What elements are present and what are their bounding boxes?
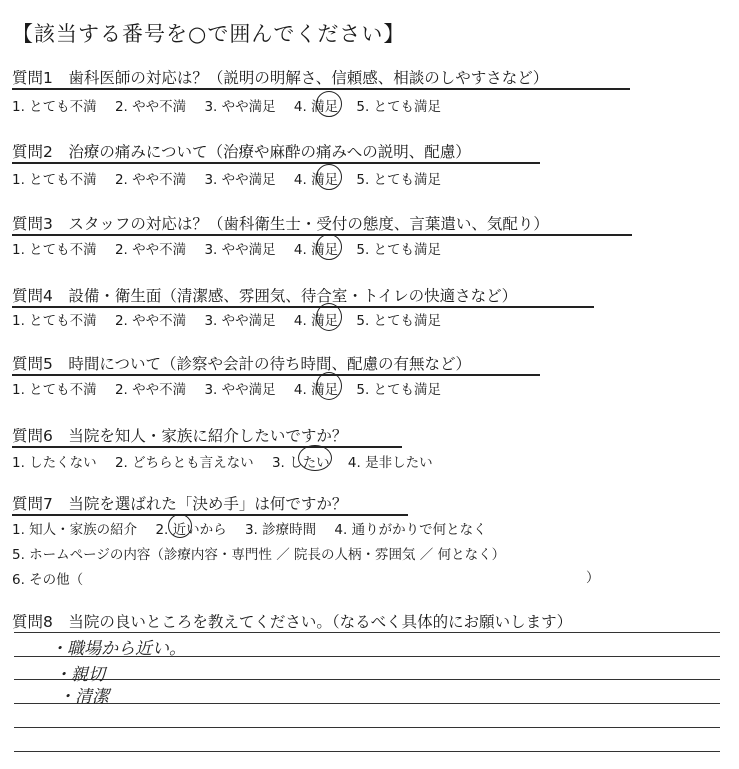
- option-3[interactable]: 3. やや満足: [204, 99, 276, 115]
- option-2[interactable]: 2. やや不満: [114, 382, 187, 398]
- question-5-title: 質問5 時間について（診察や会計の待ち時間、配慮の有無など）: [12, 355, 472, 373]
- handwritten-answer-3: ・清潔: [58, 687, 109, 707]
- option-1[interactable]: 1. とても不満: [12, 313, 97, 329]
- option-3[interactable]: 3. したい: [271, 455, 330, 471]
- question-7-rule: [12, 514, 408, 516]
- selection-circle: [316, 234, 342, 260]
- question-2-options: [12, 168, 455, 188]
- option-1[interactable]: 1. とても不満: [12, 242, 97, 258]
- option-3[interactable]: 3. 診療時間: [244, 522, 317, 538]
- handwritten-answer-2: ・親切: [54, 665, 105, 685]
- option-4[interactable]: 4. 満足: [293, 172, 339, 188]
- option-3[interactable]: 3. やや満足: [204, 172, 276, 188]
- question-5-rule: [12, 374, 540, 376]
- question-2-title: 質問2 治療の痛みについて（治療や麻酔の痛みへの説明、配慮）: [12, 143, 471, 161]
- question-1-options: [12, 95, 455, 115]
- question-4-rule: [12, 306, 594, 308]
- selection-circle: [168, 514, 192, 538]
- selection-circle: [316, 303, 342, 331]
- question-6-rule: [12, 446, 402, 448]
- selection-circle: [316, 91, 342, 117]
- question-3-title: 質問3 スタッフの対応は？（歯科衛生士・受付の態度、言葉遣い、気配り）: [12, 215, 549, 233]
- question-1-rule: [12, 88, 630, 90]
- option-3[interactable]: 3. やや満足: [204, 382, 276, 398]
- question-2-rule: [12, 162, 540, 164]
- answer-line: [14, 727, 720, 728]
- option-1[interactable]: 1. とても不満: [12, 382, 97, 398]
- question-7-title: 質問7 当院を選ばれた「決め手」は何ですか？: [12, 495, 348, 513]
- option-5[interactable]: 5. とても満足: [356, 172, 442, 188]
- question-4-title: 質問4 設備・衛生面（清潔感、雰囲気、待合室・トイレの快適さなど）: [12, 287, 518, 305]
- option-4[interactable]: 4. 是非したい: [347, 455, 433, 471]
- option-1[interactable]: 1. したくない: [12, 455, 97, 471]
- selection-circle: [316, 372, 342, 400]
- option-4[interactable]: 4. 満足: [293, 313, 339, 329]
- option-4[interactable]: 4. 通りがかりで何となく: [334, 522, 487, 538]
- question-6-title: 質問6 当院を知人・家族に紹介したいですか？: [12, 427, 348, 445]
- handwritten-answer-1: ・職場から近い。: [50, 639, 186, 659]
- question-7-option-5[interactable]: 5. ホームページの内容（診療内容・専門性 ／ 院長の人柄・雰囲気 ／ 何となく）: [12, 547, 506, 563]
- option-1[interactable]: 1. 知人・家族の紹介: [12, 522, 138, 538]
- question-3-options: [12, 238, 455, 258]
- option-2[interactable]: 2. どちらとも言えない: [114, 455, 254, 471]
- option-5[interactable]: 5. とても満足: [356, 242, 442, 258]
- answer-line: [14, 679, 720, 680]
- question-4-options: [12, 309, 455, 329]
- option-1[interactable]: 1. とても不満: [12, 172, 97, 188]
- option-5[interactable]: 5. とても満足: [356, 382, 442, 398]
- question-7-option-6-close: ）: [586, 570, 600, 586]
- answer-line: [14, 751, 720, 752]
- question-5-options: [12, 378, 455, 398]
- selection-circle: [316, 164, 342, 190]
- question-7-option-6[interactable]: 6. その他（: [12, 572, 84, 588]
- option-2[interactable]: 2. 近いから: [155, 522, 227, 538]
- option-4[interactable]: 4. 満足: [293, 382, 339, 398]
- option-3[interactable]: 3. やや満足: [204, 242, 276, 258]
- option-2[interactable]: 2. やや不満: [114, 313, 187, 329]
- selection-circle: [298, 445, 332, 471]
- option-5[interactable]: 5. とても満足: [356, 313, 442, 329]
- option-2[interactable]: 2. やや不満: [114, 172, 187, 188]
- option-2[interactable]: 2. やや不満: [114, 242, 187, 258]
- option-4[interactable]: 4. 満足: [293, 242, 339, 258]
- question-1-title: 質問1 歯科医師の対応は？（説明の明解さ、信頼感、相談のしやすさなど）: [12, 69, 549, 87]
- answer-line: [14, 703, 720, 704]
- option-2[interactable]: 2. やや不満: [114, 99, 187, 115]
- question-8-title: 質問8 当院の良いところを教えてください。（なるべく具体的にお願いします）: [12, 613, 573, 631]
- option-3[interactable]: 3. やや満足: [204, 313, 276, 329]
- option-5[interactable]: 5. とても満足: [356, 99, 442, 115]
- option-1[interactable]: 1. とても不満: [12, 99, 97, 115]
- question-7-options-line1: [12, 518, 501, 538]
- question-6-options: [12, 451, 447, 471]
- page-header: 【該当する番号を○で囲んでください】: [12, 22, 406, 46]
- option-4[interactable]: 4. 満足: [293, 99, 339, 115]
